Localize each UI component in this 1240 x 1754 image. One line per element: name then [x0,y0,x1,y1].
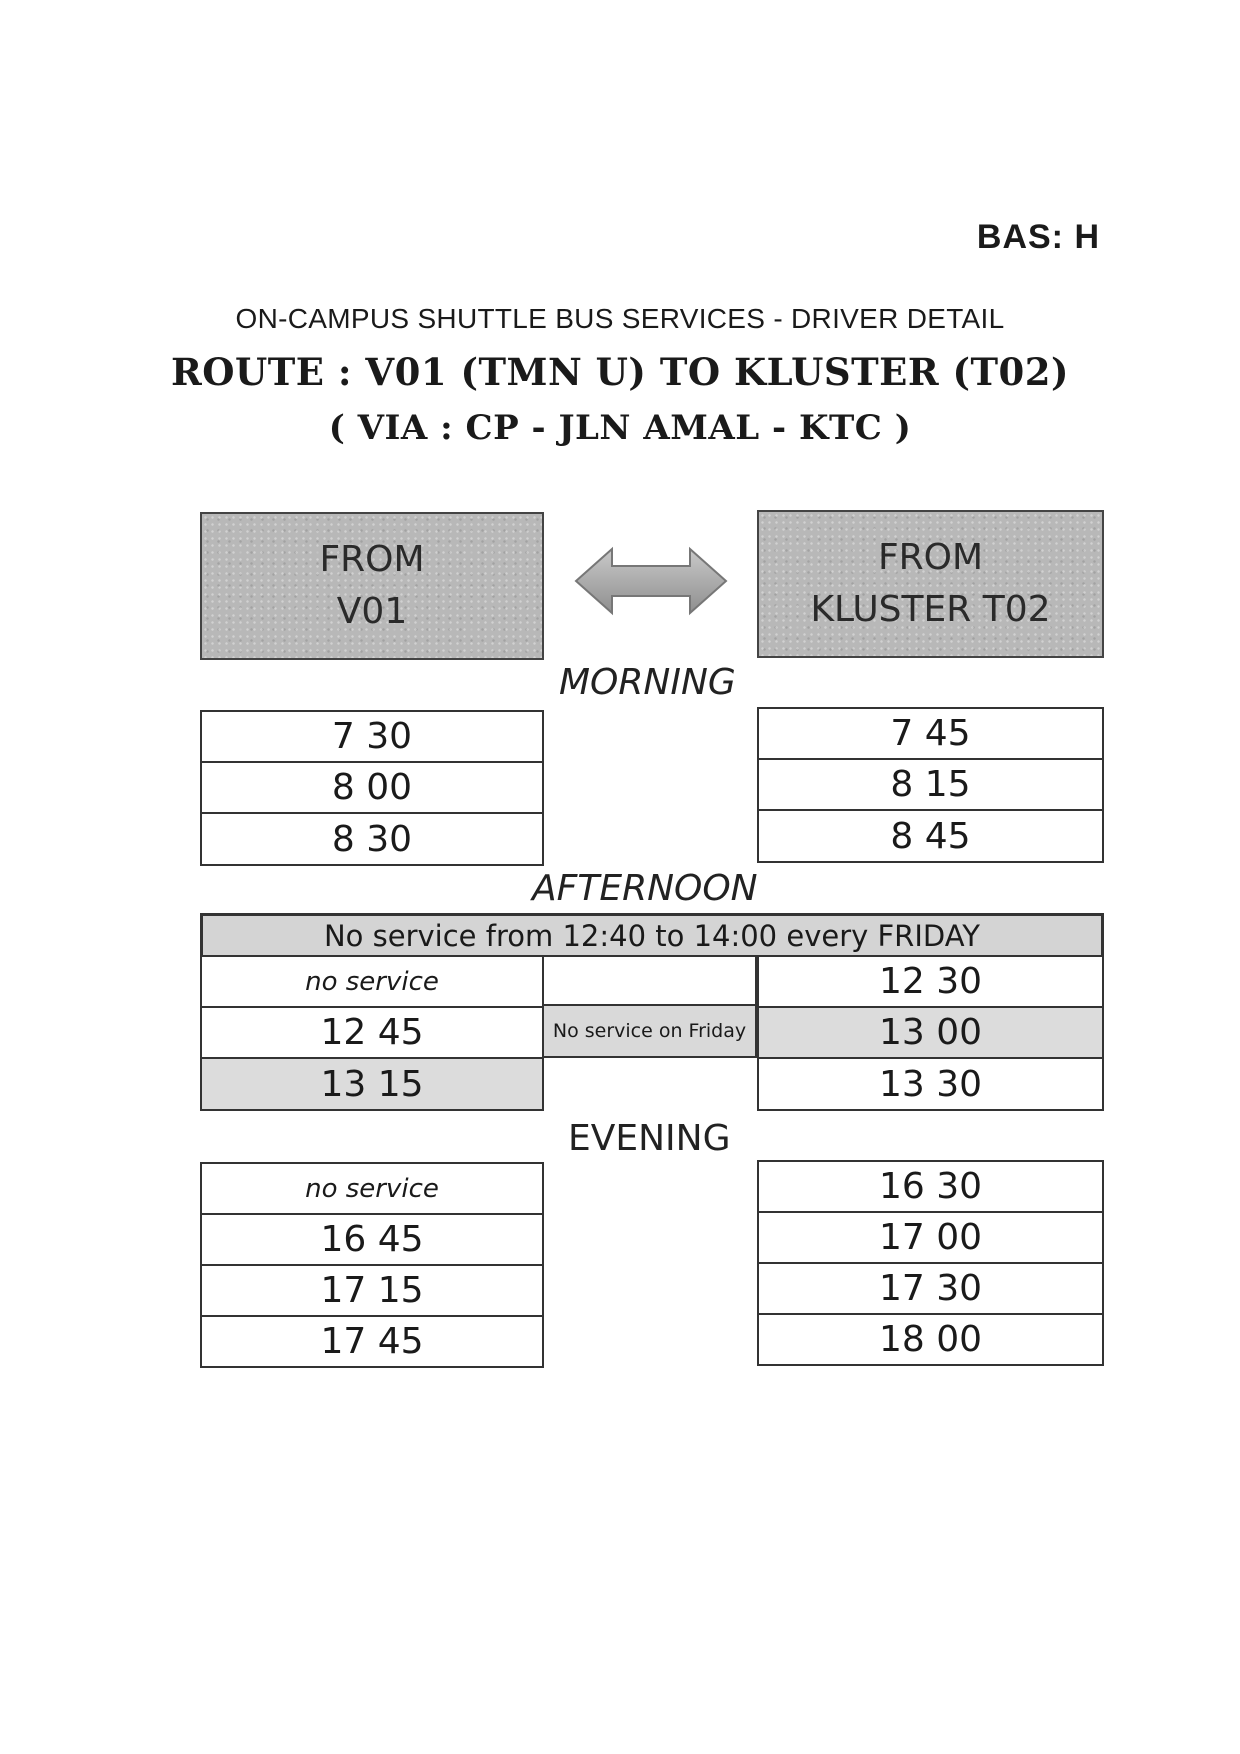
friday-notice-banner: No service from 12:40 to 14:00 every FRIDAY [200,913,1104,958]
double-arrow-icon [574,546,728,616]
afternoon-right-table [757,955,1104,1111]
afternoon-mid-empty [544,955,757,1006]
evening-right-cell: 17 30 [759,1264,1102,1315]
morning-left-cell: 8 00 [202,763,542,814]
document-subtitle: ON-CAMPUS SHUTTLE BUS SERVICES - DRIVER DETAIL [235,303,1005,334]
evening-left-cell: no service [202,1164,542,1215]
morning-right-cell: 7 45 [759,709,1102,760]
evening-left-cell: 17 15 [202,1266,542,1317]
evening-right-cell: 17 00 [759,1213,1102,1264]
morning-left-cell: 7 30 [202,712,542,763]
evening-right-table [757,1160,1104,1366]
afternoon-left-cell: 13 15 [202,1059,542,1109]
from-v01-line1: FROM [319,539,425,580]
afternoon-right-cell: 13 00 [759,1008,1102,1059]
route-title: ROUTE : V01 (TMN U) TO KLUSTER (T02) [170,350,1069,394]
from-v01-box [200,512,544,660]
friday-note-cell: No service on Friday [544,1006,757,1058]
morning-left-table [200,710,544,866]
evening-left-cell: 16 45 [202,1215,542,1266]
afternoon-label: AFTERNOON [532,868,758,909]
afternoon-right-cell: 13 30 [878,1063,983,1105]
from-kluster-box [757,510,1104,658]
afternoon-right-cell: 12 30 [759,957,1102,1008]
route-via: ( VIA : CP - JLN AMAL - KTC ) [328,408,912,448]
from-v01-line2: V01 [336,591,408,632]
from-kluster-line1: FROM [877,537,984,578]
evening-label: EVENING [568,1118,731,1159]
afternoon-left-table [200,955,544,1111]
evening-right-cell: 16 30 [759,1162,1102,1213]
evening-left-table [200,1162,544,1368]
evening-right-cell: 18 00 [878,1319,983,1360]
morning-label: MORNING [559,662,736,703]
afternoon-left-cell: 12 45 [202,1008,542,1059]
morning-right-table [757,707,1104,863]
from-kluster-line2: KLUSTER T02 [810,589,1051,630]
evening-left-cell: 17 45 [320,1321,424,1362]
morning-left-cell: 8 30 [331,818,413,860]
afternoon-left-cell: no service [202,957,542,1008]
bus-code: BAS: H [976,218,1100,256]
morning-right-cell: 8 45 [890,815,971,857]
morning-right-cell: 8 15 [759,760,1102,811]
